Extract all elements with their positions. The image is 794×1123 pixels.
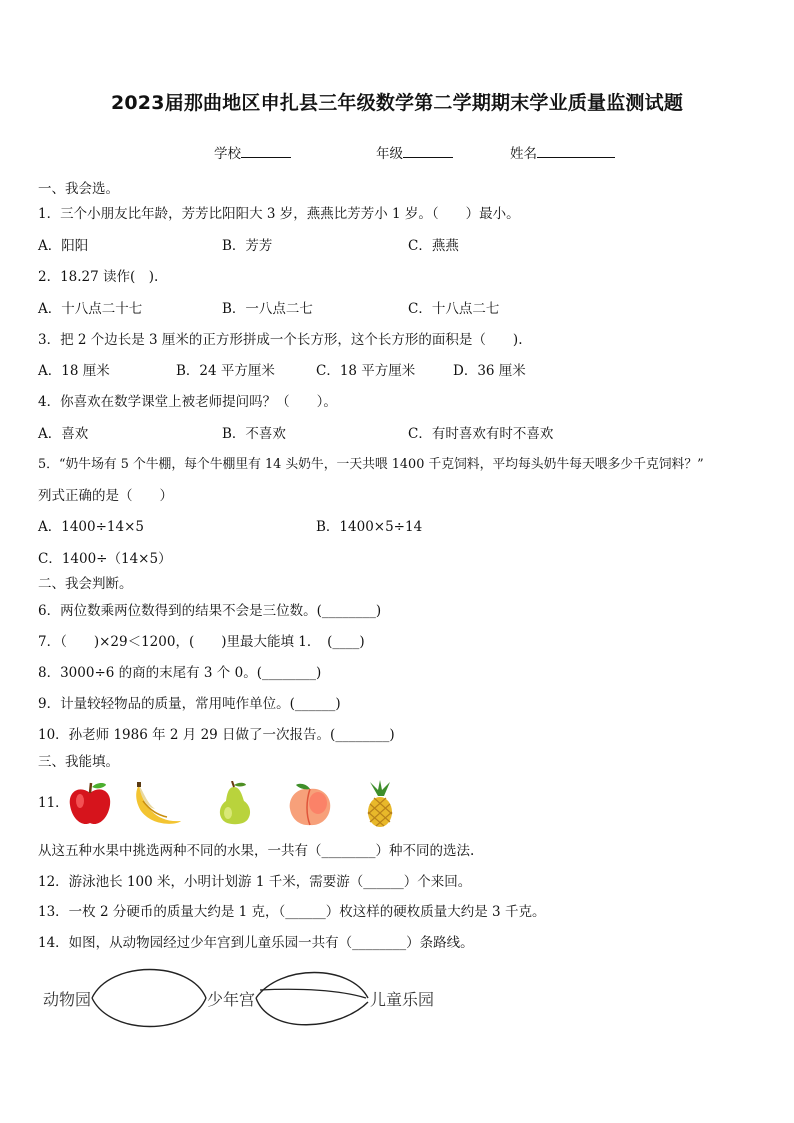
question-3-option-b[interactable]: B．24 平方厘米 [176, 363, 275, 379]
question-2-option-c[interactable]: C．十八点二七 [408, 301, 500, 317]
grade-label: 年级 [376, 146, 403, 162]
name-field[interactable] [510, 142, 615, 162]
question-5-stem-line1: 5．“奶牛场有 5 个牛棚，每个牛棚里有 14 头奶牛，一天共喂 1400 千克饲料，平均每头奶牛每天喂多少千克饲料？” [38, 457, 704, 472]
question-3-option-d[interactable]: D．36 厘米 [453, 363, 526, 379]
banana-icon [133, 781, 185, 827]
route-zoo-top [92, 970, 206, 999]
question-4-option-c[interactable]: C．有时喜欢有时不喜欢 [408, 426, 554, 442]
question-10: 10．孙老师 1986 年 2 月 29 日做了一次报告。(________) [38, 727, 395, 743]
section-heading-fill: 三、我能填。 [38, 754, 119, 770]
question-5-option-c[interactable]: C．1400÷（14×5） [38, 551, 172, 567]
question-11-label: 11． [38, 795, 69, 811]
grade-field[interactable] [376, 142, 453, 162]
question-5-option-b[interactable]: B．1400×5÷14 [316, 519, 423, 535]
peach-icon [286, 781, 334, 827]
section-heading-choose: 一、我会选。 [38, 181, 119, 197]
apple-icon [66, 781, 114, 827]
question-3-stem: 3．把 2 个边长是 3 厘米的正方形拼成一个长方形，这个长方形的面积是（ ). [38, 332, 523, 348]
grade-blank[interactable] [403, 145, 453, 158]
question-12: 12．游泳池长 100 米，小明计划游 1 千米，需要游（______）个来回。 [38, 874, 472, 890]
pear-icon [212, 781, 258, 827]
name-blank[interactable] [537, 145, 615, 158]
question-5-option-a[interactable]: A．1400÷14×5 [38, 519, 144, 535]
question-1-option-c[interactable]: C．燕燕 [408, 238, 459, 254]
name-label: 姓名 [510, 146, 537, 162]
question-6: 6．两位数乘两位数得到的结果不会是三位数。(________) [38, 603, 382, 619]
page-title: 2023届那曲地区申扎县三年级数学第二学期期末学业质量监测试题 [110, 92, 684, 114]
route-zoo-bottom [92, 998, 206, 1027]
section-heading-judge: 二、我会判断。 [38, 576, 133, 592]
route-palace-bottom [256, 998, 368, 1025]
question-4-option-b[interactable]: B．不喜欢 [222, 426, 286, 442]
place-zoo: 动物园 [43, 990, 92, 1009]
question-2-option-a[interactable]: A．十八点二十七 [38, 301, 143, 317]
question-5-stem-line2: 列式正确的是（ ） [38, 488, 173, 504]
question-1-option-a[interactable]: A．阳阳 [38, 238, 89, 254]
pineapple-icon [358, 780, 402, 828]
question-2-option-b[interactable]: B．一八点二七 [222, 301, 313, 317]
place-youth-palace: 少年宫 [207, 990, 256, 1009]
route-palace-middle [260, 989, 366, 998]
question-9: 9．计量较轻物品的质量，常用吨作单位。(______) [38, 696, 341, 712]
school-blank[interactable] [241, 145, 291, 158]
question-4-stem: 4．你喜欢在数学课堂上被老师提问吗？（ ）。 [38, 394, 337, 410]
question-2-stem: 2．18.27 读作( ). [38, 269, 159, 285]
question-3-option-c[interactable]: C．18 平方厘米 [316, 363, 416, 379]
question-14-text: 14．如图，从动物园经过少年宫到儿童乐园一共有（________）条路线。 [38, 935, 474, 951]
question-4-option-a[interactable]: A．喜欢 [38, 426, 89, 442]
question-1-option-b[interactable]: B．芳芳 [222, 238, 273, 254]
place-childrens-park: 儿童乐园 [370, 990, 435, 1009]
question-11-text: 从这五种水果中挑选两种不同的水果，一共有（________）种不同的选法. [38, 843, 475, 859]
question-8: 8．3000÷6 的商的末尾有 3 个 0。(________) [38, 665, 322, 681]
question-1-stem: 1．三个小朋友比年龄，芳芳比阳阳大 3 岁，燕燕比芳芳小 1 岁。（ ）最小。 [38, 206, 520, 222]
question-13: 13．一枚 2 分硬币的质量大约是 1 克，（______）枚这样的硬枚质量大约是 3 千克。 [38, 904, 546, 920]
school-field[interactable] [214, 142, 291, 162]
question-7: 7．（ )×29＜1200，( )里最大能填 1． (____) [38, 634, 365, 650]
question-3-option-a[interactable]: A．18 厘米 [38, 363, 110, 379]
school-label: 学校 [214, 146, 241, 162]
